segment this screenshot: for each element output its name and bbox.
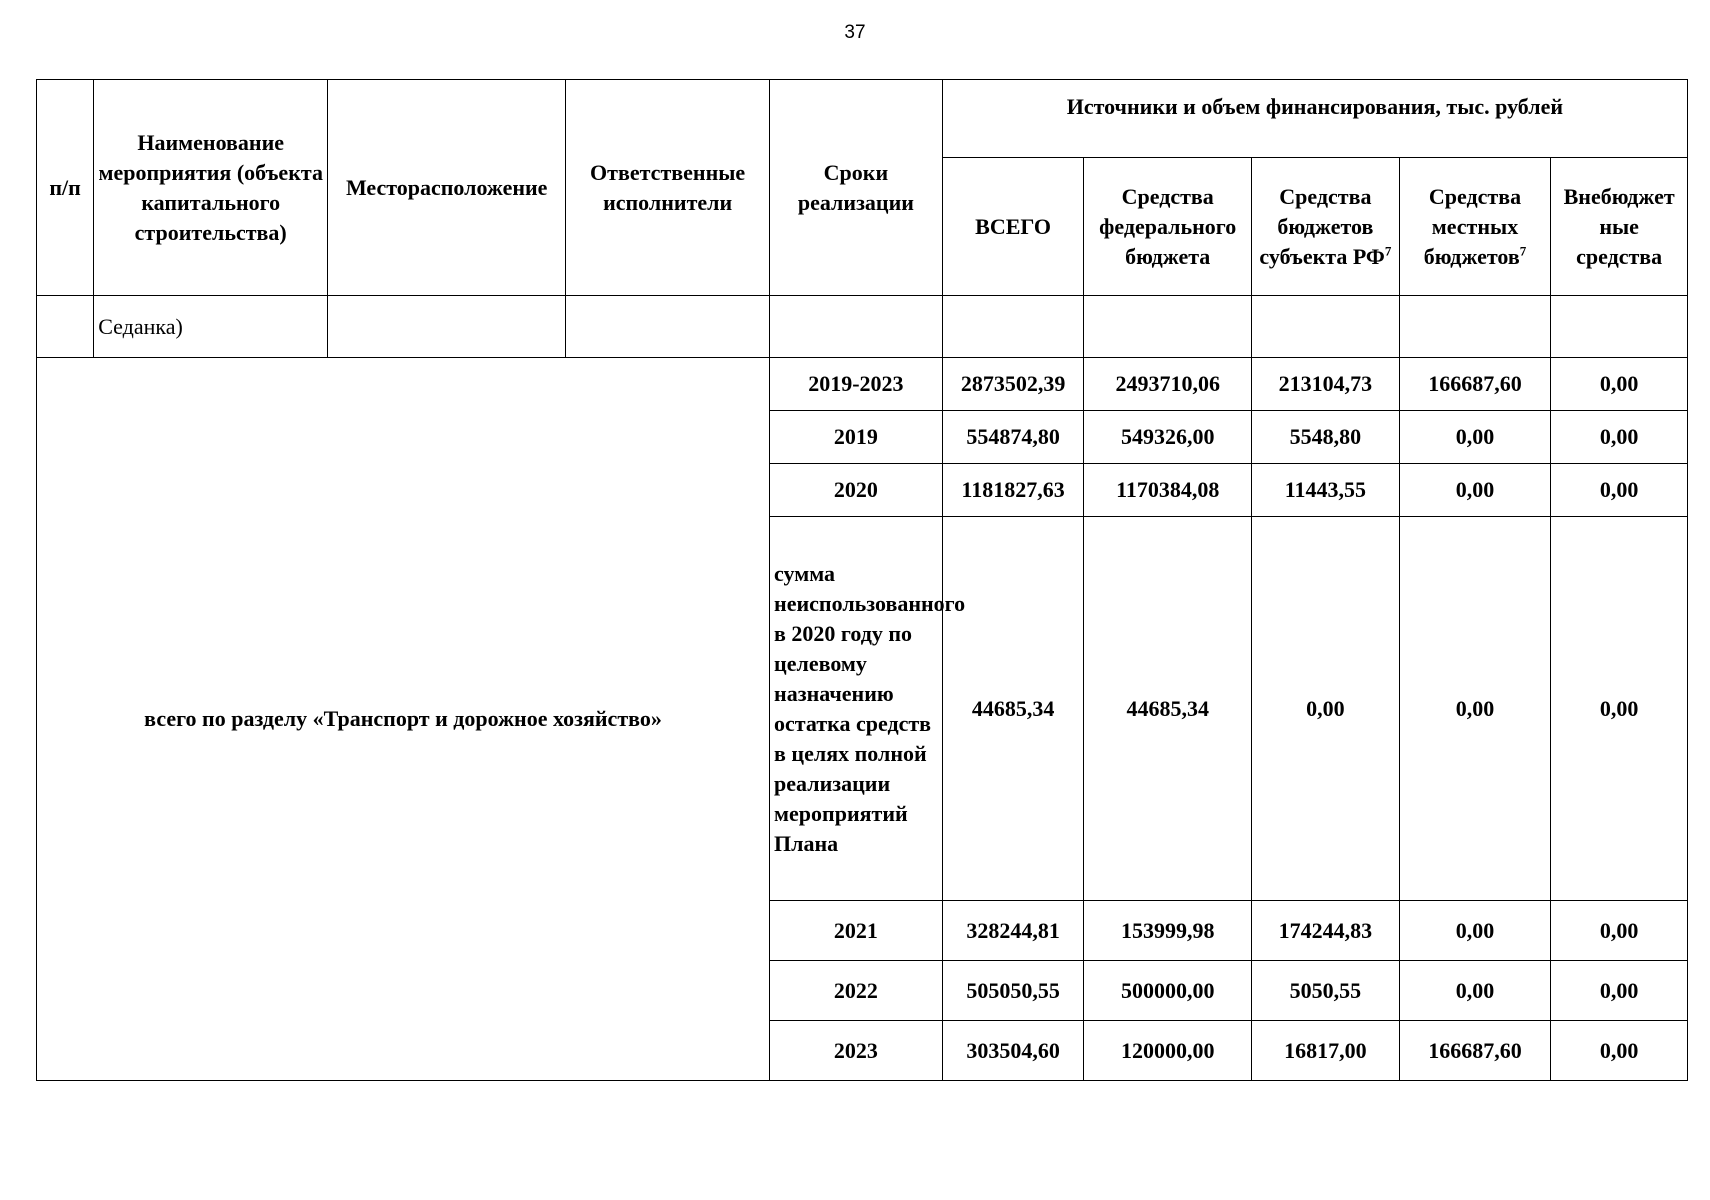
period-note-cell: сумма неиспользованного в 2020 году по целевому назначению остатка средств в целях полной реализации мероприятий Плана	[770, 517, 943, 901]
continuation-terms-cell	[770, 296, 943, 358]
continuation-regional-cell	[1252, 296, 1400, 358]
extra-cell: 0,00	[1551, 961, 1688, 1021]
continuation-local-cell	[1399, 296, 1551, 358]
header-regional-footnote: 7	[1384, 243, 1392, 259]
period-cell: 2021	[770, 901, 943, 961]
header-regional	[1252, 158, 1400, 296]
regional-cell: 0,00	[1252, 517, 1400, 901]
total-cell: 2873502,39	[942, 358, 1084, 411]
federal-cell: 500000,00	[1084, 961, 1252, 1021]
header-terms: Сроки реализации	[770, 80, 943, 296]
extra-cell: 0,00	[1551, 464, 1688, 517]
local-cell: 166687,60	[1399, 1021, 1551, 1081]
federal-cell: 120000,00	[1084, 1021, 1252, 1081]
header-funding-group: Источники и объем финансирования, тыс. рублей	[942, 80, 1687, 158]
regional-cell: 174244,83	[1252, 901, 1400, 961]
header-local-text: Средства местных бюджетов	[1423, 183, 1522, 269]
extra-cell: 0,00	[1551, 517, 1688, 901]
regional-cell: 11443,55	[1252, 464, 1400, 517]
header-total: ВСЕГО	[942, 158, 1084, 296]
period-cell: 2019	[770, 411, 943, 464]
total-cell: 44685,34	[942, 517, 1084, 901]
continuation-row	[37, 296, 1688, 358]
header-local	[1399, 158, 1551, 296]
continuation-name-cell: Седанка)	[94, 296, 328, 358]
page-number: 37	[844, 22, 866, 43]
federal-cell: 44685,34	[1084, 517, 1252, 901]
section-total-label: всего по разделу «Транспорт и дорожное хозяйство»	[37, 358, 770, 1081]
regional-cell: 16817,00	[1252, 1021, 1400, 1081]
header-federal: Средства федерального бюджета	[1084, 158, 1252, 296]
header-local-footnote: 7	[1519, 243, 1527, 259]
header-location: Месторасположение	[328, 80, 566, 296]
header-name: Наименование мероприятия (объекта капитального строительства)	[94, 80, 328, 296]
local-cell: 0,00	[1399, 961, 1551, 1021]
total-cell: 303504,60	[942, 1021, 1084, 1081]
financing-table	[36, 79, 1688, 1081]
extra-cell: 0,00	[1551, 358, 1688, 411]
total-cell: 554874,80	[942, 411, 1084, 464]
header-extrabudget: Внебюджет ные средства	[1551, 158, 1688, 296]
period-cell: 2022	[770, 961, 943, 1021]
header-executors: Ответственные исполнители	[566, 80, 770, 296]
continuation-num-cell	[37, 296, 94, 358]
header-regional-text: Средства бюджетов субъекта РФ	[1259, 183, 1385, 269]
local-cell: 166687,60	[1399, 358, 1551, 411]
extra-cell: 0,00	[1551, 1021, 1688, 1081]
local-cell: 0,00	[1399, 517, 1551, 901]
period-cell: 2023	[770, 1021, 943, 1081]
total-cell: 328244,81	[942, 901, 1084, 961]
federal-cell: 1170384,08	[1084, 464, 1252, 517]
header-row-1	[37, 80, 1688, 158]
local-cell: 0,00	[1399, 901, 1551, 961]
extra-cell: 0,00	[1551, 901, 1688, 961]
total-cell: 505050,55	[942, 961, 1084, 1021]
continuation-location-cell	[328, 296, 566, 358]
regional-cell: 5548,80	[1252, 411, 1400, 464]
header-num: п/п	[37, 80, 94, 296]
regional-cell: 213104,73	[1252, 358, 1400, 411]
continuation-extra-cell	[1551, 296, 1688, 358]
local-cell: 0,00	[1399, 411, 1551, 464]
extra-cell: 0,00	[1551, 411, 1688, 464]
period-cell: 2019-2023	[770, 358, 943, 411]
federal-cell: 549326,00	[1084, 411, 1252, 464]
period-cell: 2020	[770, 464, 943, 517]
federal-cell: 2493710,06	[1084, 358, 1252, 411]
continuation-total-cell	[942, 296, 1084, 358]
table-row	[37, 358, 1688, 411]
regional-cell: 5050,55	[1252, 961, 1400, 1021]
continuation-federal-cell	[1084, 296, 1252, 358]
continuation-executors-cell	[566, 296, 770, 358]
total-cell: 1181827,63	[942, 464, 1084, 517]
local-cell: 0,00	[1399, 464, 1551, 517]
federal-cell: 153999,98	[1084, 901, 1252, 961]
